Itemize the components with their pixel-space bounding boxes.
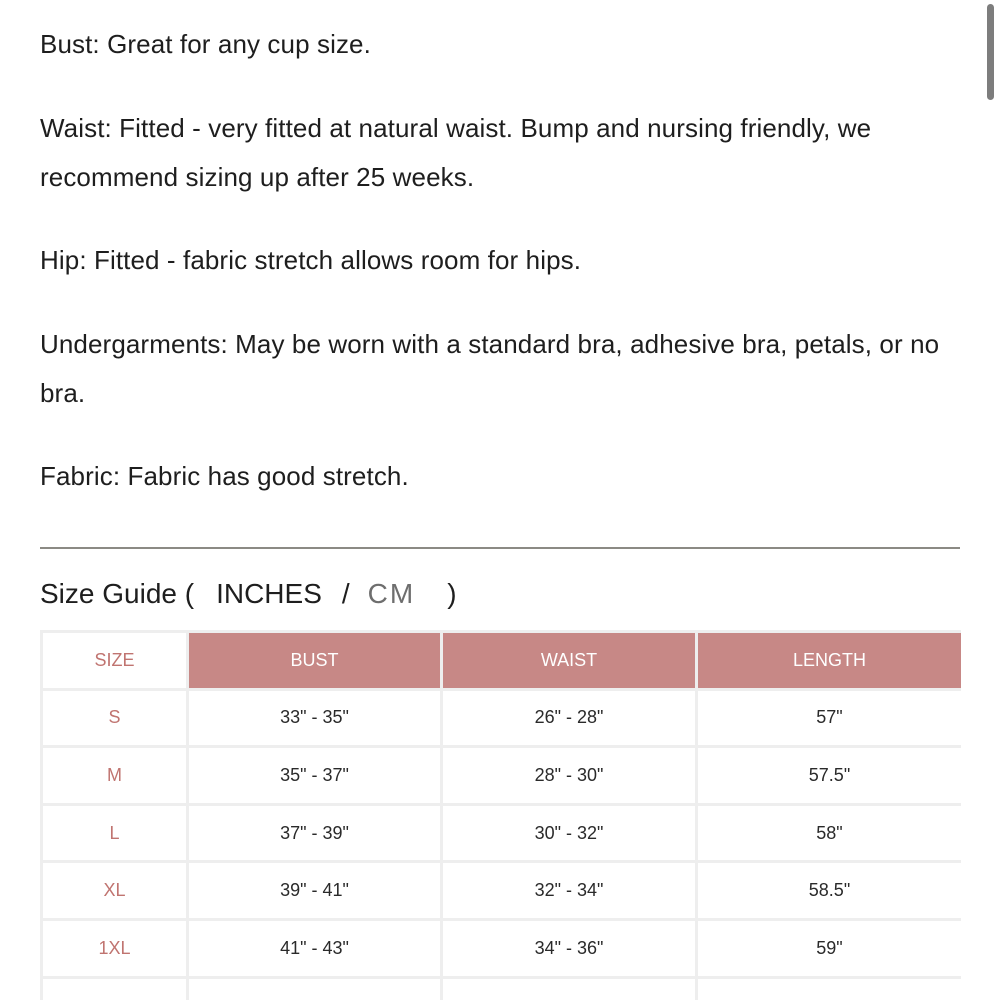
detail-fabric: Fabric: Fabric has good stretch.: [40, 461, 409, 491]
header-bust: BUST: [188, 632, 442, 690]
size-table-container: [40, 630, 961, 1000]
cell-length: 57": [697, 689, 962, 747]
cell-length: 57.5": [697, 747, 962, 805]
cell-length: 58": [697, 804, 962, 862]
table-row: [42, 689, 962, 747]
cell-size: 1XL: [42, 919, 188, 977]
cell-waist: 26" - 28": [442, 689, 697, 747]
header-length: LENGTH: [697, 632, 962, 690]
detail-hip: Hip: Fitted - fabric stretch allows room for hips.: [40, 245, 582, 275]
section-divider: [40, 547, 960, 549]
cell-bust: [188, 977, 442, 1000]
size-guide-title: Size Guide (: [40, 578, 195, 609]
cell-bust: 37" - 39": [188, 804, 442, 862]
cell-size: S: [42, 689, 188, 747]
table-header-row: [42, 632, 962, 690]
detail-undergarments: Undergarments: May be worn with a standard bra, adhesive bra, petals, or no bra.: [40, 329, 940, 408]
cell-bust: 33" - 35": [188, 689, 442, 747]
cell-waist: 34" - 36": [442, 919, 697, 977]
cell-length: 59": [697, 919, 962, 977]
cell-waist: 32" - 34": [442, 862, 697, 920]
cell-size: XL: [42, 862, 188, 920]
size-table: [40, 630, 961, 1000]
table-row: [42, 862, 962, 920]
cell-waist: 28" - 30": [442, 747, 697, 805]
page-scrollbar[interactable]: [987, 4, 994, 100]
cell-length: [697, 977, 962, 1000]
table-row: [42, 919, 962, 977]
detail-bust: Bust: Great for any cup size.: [40, 29, 371, 59]
header-waist: WAIST: [442, 632, 697, 690]
cell-waist: [442, 977, 697, 1000]
size-guide-close-paren: ): [447, 578, 457, 609]
unit-toggle-inches[interactable]: INCHES: [216, 578, 322, 609]
cell-length: 58.5": [697, 862, 962, 920]
cell-bust: 35" - 37": [188, 747, 442, 805]
cell-size: [42, 977, 188, 1000]
table-row: [42, 747, 962, 805]
cell-size: M: [42, 747, 188, 805]
unit-toggle-cm[interactable]: CM: [367, 578, 416, 609]
cell-waist: 30" - 32": [442, 804, 697, 862]
cell-bust: 39" - 41": [188, 862, 442, 920]
size-guide-heading: [40, 572, 457, 616]
table-row: [42, 804, 962, 862]
cell-bust: 41" - 43": [188, 919, 442, 977]
header-size: SIZE: [42, 632, 188, 690]
table-row-partial: [42, 977, 962, 1000]
detail-waist: Waist: Fitted - very fitted at natural waist. Bump and nursing friendly, we recommend sizing up after 25 weeks.: [40, 113, 872, 192]
cell-size: L: [42, 804, 188, 862]
unit-separator: /: [341, 578, 350, 609]
